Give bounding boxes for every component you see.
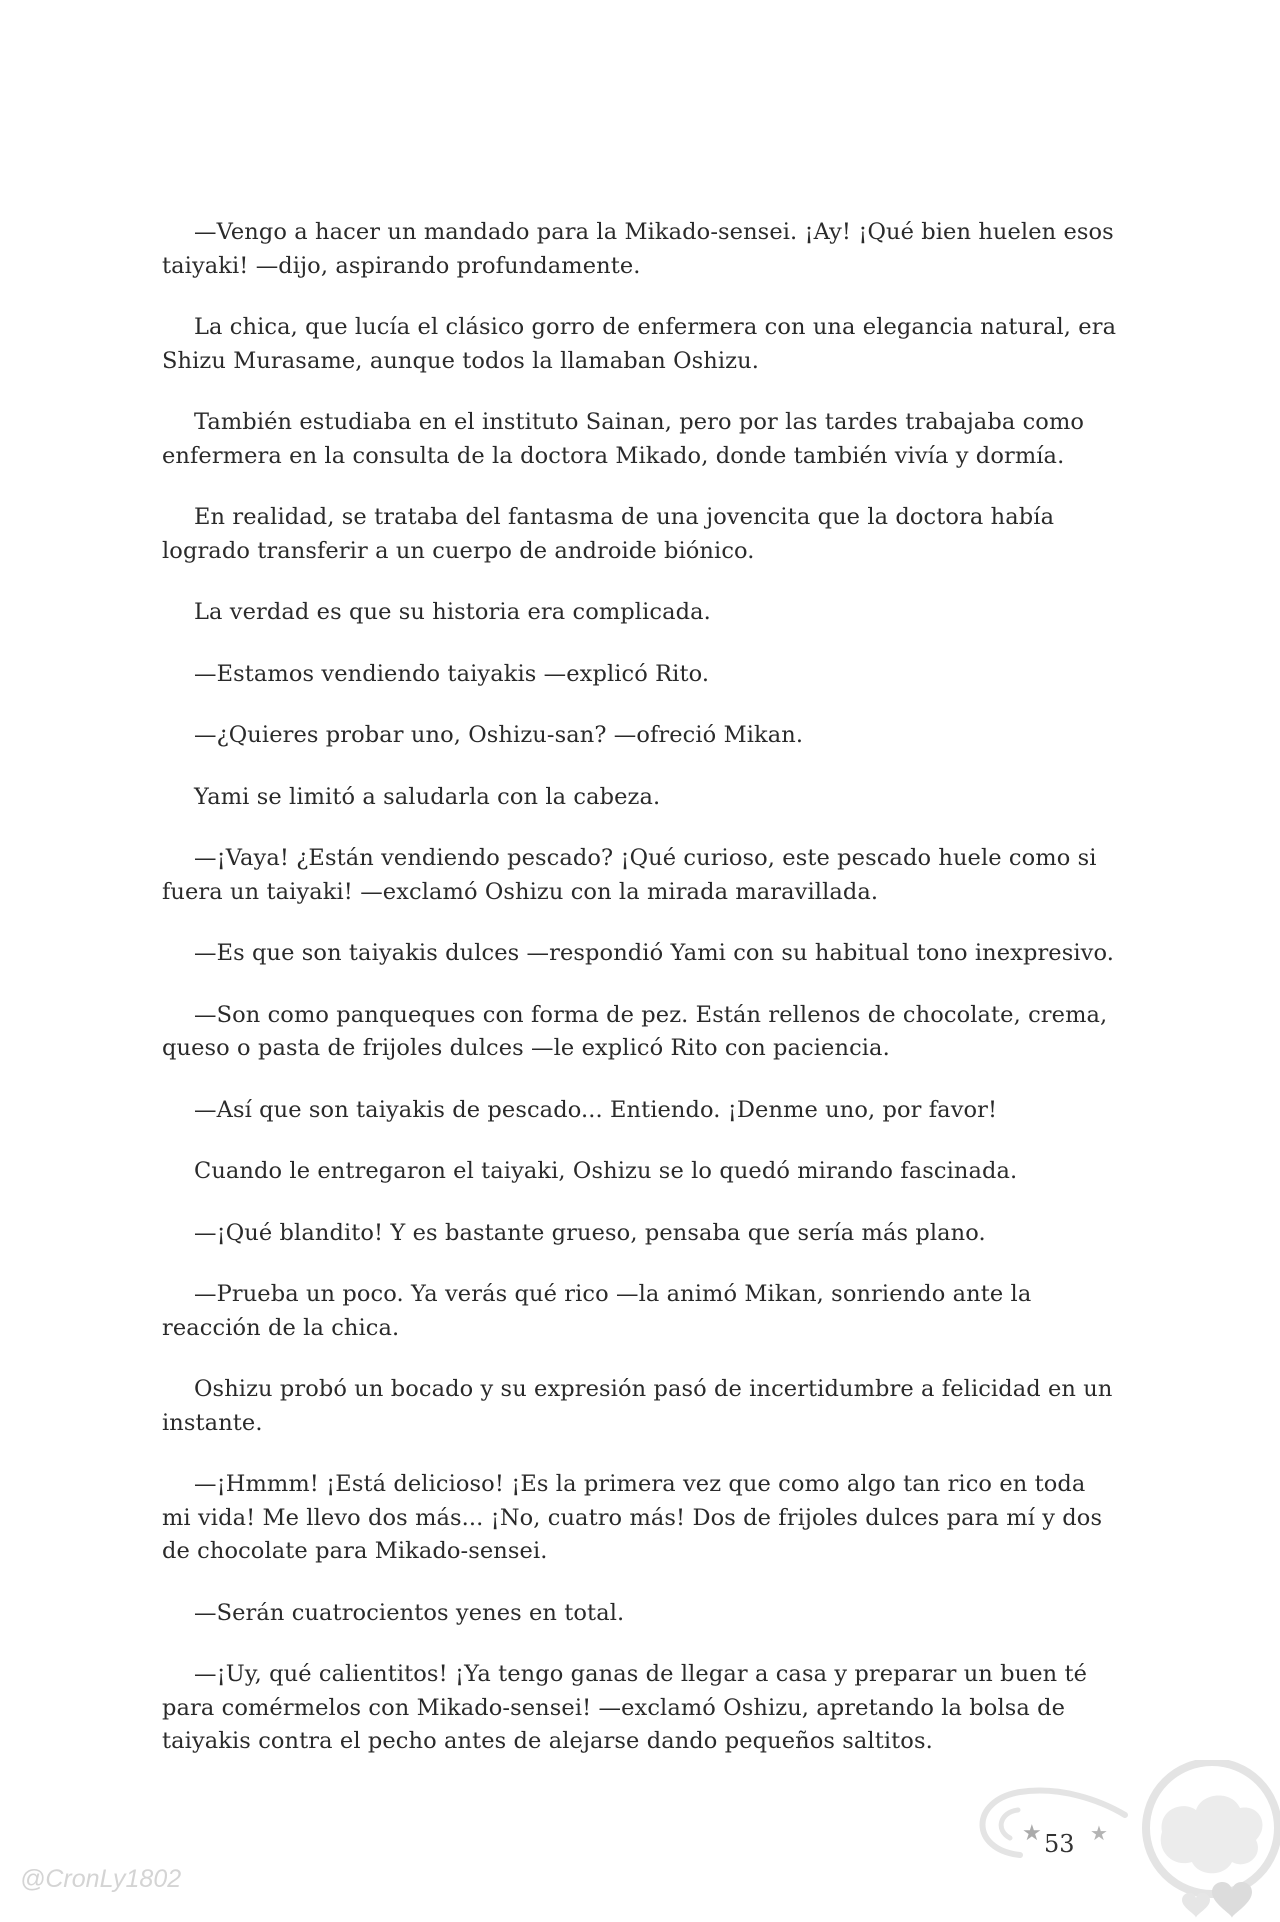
- paragraph: —Así que son taiyakis de pescado... Entiendo. ¡Denme uno, por favor!: [194, 1096, 998, 1123]
- paragraph: —¡Uy, qué calientitos! ¡Ya tengo ganas de llegar a casa y preparar un buen té para comérmelos con Mikado-sensei! —exclamó Oshizu, apretando la bolsa de taiyakis contra el pecho antes de alejarse dando pequeños saltitos.: [162, 1661, 1088, 1754]
- paragraph: —¿Quieres probar uno, Oshizu-san? —ofreció Mikan.: [194, 722, 804, 748]
- paragraph: —¡Hmmm! ¡Está delicioso! ¡Es la primera vez que como algo tan rico en toda mi vida! Me llevo dos más... ¡No, cuatro más! Dos de frijoles dulces para mí y dos de chocolate para Mikado-sensei.: [162, 1471, 1103, 1564]
- paragraph: Cuando le entregaron el taiyaki, Oshizu se lo quedó mirando fascinada.: [194, 1158, 1018, 1184]
- page-corner-ornament: [950, 1760, 1280, 1922]
- paragraph: —Son como panqueques con forma de pez. Están rellenos de chocolate, crema, queso o pasta de frijoles dulces —le explicó Rito con paciencia.: [162, 1001, 1108, 1061]
- star-icon: ★: [1022, 1821, 1042, 1846]
- paragraph: —¡Qué blandito! Y es bastante grueso, pensaba que sería más plano.: [194, 1219, 986, 1246]
- paragraph: En realidad, se trataba del fantasma de una jovencita que la doctora había logrado transferir a un cuerpo de androide biónico.: [162, 504, 1055, 564]
- paragraph: —Vengo a hacer un mandado para la Mikado-sensei. ¡Ay! ¡Qué bien huelen esos taiyaki! —dijo, aspirando profundamente.: [162, 219, 1114, 279]
- paragraph: —Prueba un poco. Ya verás qué rico —la animó Mikan, sonriendo ante la reacción de la chica.: [162, 1281, 1032, 1341]
- star-icon: ★: [1090, 1821, 1108, 1845]
- paragraph: También estudiaba en el instituto Sainan, pero por las tardes trabajaba como enfermera en la consulta de la doctora Mikado, donde también vivía y dormía.: [162, 409, 1085, 469]
- paragraph: —¡Vaya! ¿Están vendiendo pescado? ¡Qué curioso, este pescado huele como si fuera un taiyaki! —exclamó Oshizu con la mirada maravillada.: [162, 845, 1097, 905]
- paragraph: —Serán cuatrocientos yenes en total.: [194, 1599, 625, 1626]
- paragraph: La verdad es que su historia era complicada.: [194, 599, 711, 625]
- paragraph: La chica, que lucía el clásico gorro de enfermera con una elegancia natural, era Shizu Murasame, aunque todos la llamaban Oshizu.: [162, 314, 1117, 374]
- watermark: @CronLy1802: [20, 1865, 182, 1893]
- page-number: 53: [1044, 1830, 1075, 1858]
- heart-icon: [1182, 1893, 1210, 1918]
- paragraph: —Es que son taiyakis dulces —respondió Yami con su habitual tono inexpresivo.: [194, 940, 1114, 966]
- page-text: [162, 216, 1120, 1787]
- paragraph: —Estamos vendiendo taiyakis —explicó Rito.: [194, 660, 710, 687]
- paragraph: Yami se limitó a saludarla con la cabeza.: [194, 783, 661, 810]
- cloud-ornament: [1161, 1795, 1263, 1873]
- paragraph: Oshizu probó un bocado y su expresión pasó de incertidumbre a felicidad en un instante.: [162, 1376, 1113, 1436]
